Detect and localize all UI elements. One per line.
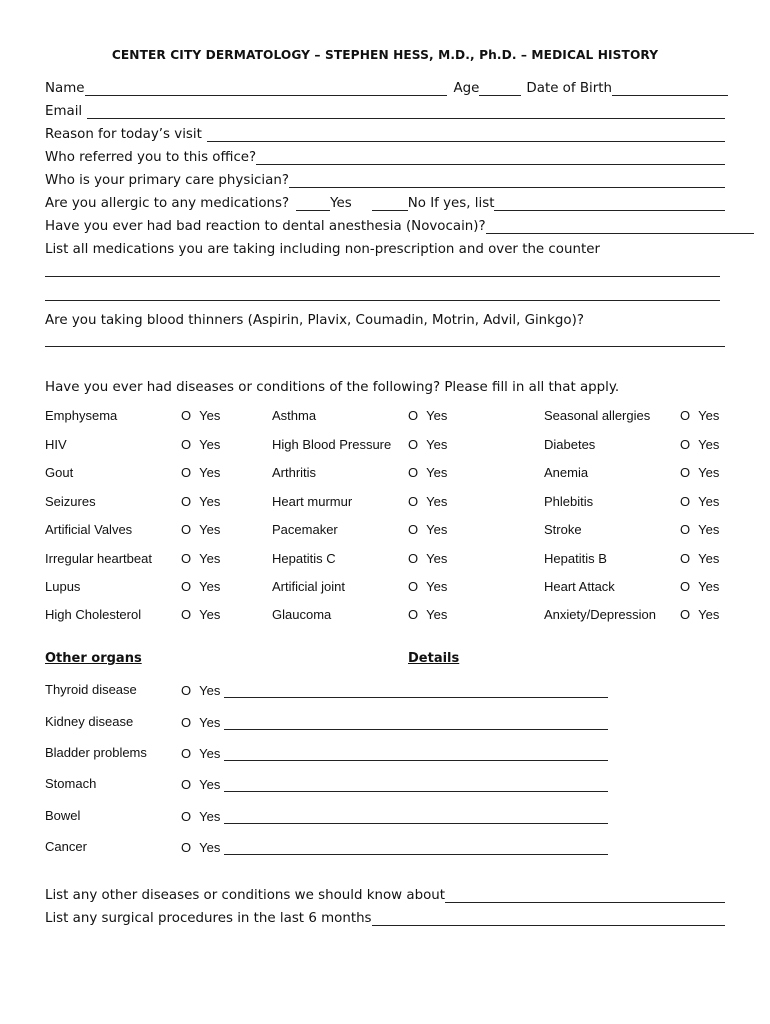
condition-label: Heart murmur <box>272 494 353 509</box>
condition-yes-option[interactable]: O Yes <box>408 551 448 566</box>
condition-yes-option[interactable]: O Yes <box>181 494 221 509</box>
condition-yes-option[interactable]: O Yes <box>680 408 720 423</box>
condition-yes-option[interactable]: O Yes <box>181 437 221 452</box>
condition-yes-option[interactable]: O Yes <box>181 408 221 423</box>
condition-yes-option[interactable]: O Yes <box>680 551 720 566</box>
medications-line-2[interactable] <box>45 300 720 301</box>
organ-label: Cancer <box>45 839 87 854</box>
reason-label: Reason for today’s visit <box>45 127 202 142</box>
medications-label: List all medications you are taking including non-prescription and over the counter <box>45 242 600 257</box>
surgical-label: List any surgical procedures in the last 6 months <box>45 911 372 926</box>
condition-yes-option[interactable]: O Yes <box>680 494 720 509</box>
allergy-list-field[interactable] <box>494 195 725 211</box>
condition-yes-option[interactable]: O Yes <box>181 607 221 622</box>
anesthesia-row <box>45 214 725 234</box>
organ-yes-row: O Yes <box>181 839 608 855</box>
name-row <box>45 76 725 96</box>
condition-label: Stroke <box>544 522 582 537</box>
email-row <box>45 99 725 119</box>
referred-label: Who referred you to this office? <box>45 150 257 165</box>
diseases-intro-row <box>45 375 725 395</box>
surgical-field[interactable] <box>372 910 725 926</box>
condition-label: Gout <box>45 465 74 480</box>
condition-label: Phlebitis <box>544 494 594 509</box>
condition-label: Lupus <box>45 579 81 594</box>
condition-yes-option[interactable]: O Yes <box>680 522 720 537</box>
anesthesia-field[interactable] <box>486 218 754 234</box>
condition-label: Anemia <box>544 465 589 480</box>
diseases-intro: Have you ever had diseases or conditions of the following? Please fill in all that apply. <box>45 380 620 395</box>
condition-yes-option[interactable]: O Yes <box>408 522 448 537</box>
allergy-no-label: No If yes, list <box>407 196 495 211</box>
condition-label: Diabetes <box>544 437 596 452</box>
organ-details-field[interactable] <box>224 779 608 792</box>
referred-row <box>45 145 725 165</box>
condition-label: Seasonal allergies <box>544 408 651 423</box>
condition-yes-option[interactable]: O Yes <box>408 465 448 480</box>
reason-field[interactable] <box>207 126 725 142</box>
organ-details-field[interactable] <box>224 811 608 824</box>
condition-label: High Blood Pressure <box>272 437 392 452</box>
organ-yes-option[interactable]: O <box>181 746 192 761</box>
condition-yes-option[interactable]: O Yes <box>680 607 720 622</box>
reason-row <box>45 122 725 142</box>
condition-yes-option[interactable]: O Yes <box>680 579 720 594</box>
dob-field[interactable] <box>612 80 728 96</box>
organ-label: Kidney disease <box>45 714 134 729</box>
organ-label: Thyroid disease <box>45 682 137 697</box>
condition-yes-option[interactable]: O Yes <box>680 465 720 480</box>
condition-label: Emphysema <box>45 408 118 423</box>
condition-yes-option[interactable]: O Yes <box>408 607 448 622</box>
organ-yes-row: O Yes <box>181 745 608 761</box>
organ-yes-option[interactable]: O <box>181 840 192 855</box>
organ-yes-option[interactable]: O <box>181 683 192 698</box>
organ-yes-row: O Yes <box>181 808 608 824</box>
other-diseases-row <box>45 883 725 903</box>
other-diseases-label: List any other diseases or conditions we should know about <box>45 888 445 903</box>
pcp-field[interactable] <box>289 172 725 188</box>
blood-thinners-label: Are you taking blood thinners (Aspirin, Plavix, Coumadin, Motrin, Advil, Ginkgo)? <box>45 313 584 328</box>
condition-label: Arthritis <box>272 465 317 480</box>
age-label: Age <box>453 81 480 96</box>
organ-yes-row: O Yes <box>181 682 608 698</box>
allergy-yes-label: Yes <box>330 196 352 211</box>
details-header: Details <box>408 651 460 666</box>
allergy-row <box>45 191 725 211</box>
email-field[interactable] <box>87 103 725 119</box>
organ-yes-row: O Yes <box>181 776 608 792</box>
condition-label: Anxiety/Depression <box>544 607 656 622</box>
condition-label: Hepatitis B <box>544 551 607 566</box>
pcp-label: Who is your primary care physician? <box>45 173 289 188</box>
condition-label: Hepatitis C <box>272 551 336 566</box>
allergy-no-blank[interactable] <box>372 195 408 211</box>
condition-yes-option[interactable]: O Yes <box>408 437 448 452</box>
age-field[interactable] <box>479 80 521 96</box>
condition-label: High Cholesterol <box>45 607 142 622</box>
condition-label: Glaucoma <box>272 607 332 622</box>
organ-yes-option[interactable]: O <box>181 777 192 792</box>
condition-yes-option[interactable]: O Yes <box>408 494 448 509</box>
organ-label: Stomach <box>45 776 97 791</box>
condition-label: Artificial joint <box>272 579 345 594</box>
form-title: CENTER CITY DERMATOLOGY – STEPHEN HESS, M.D., Ph.D. – MEDICAL HISTORY <box>111 48 659 62</box>
condition-label: HIV <box>45 437 67 452</box>
allergy-yes-blank[interactable] <box>296 195 330 211</box>
organ-details-field[interactable] <box>224 685 608 698</box>
pcp-row <box>45 168 725 188</box>
condition-label: Irregular heartbeat <box>45 551 152 566</box>
organ-details-field[interactable] <box>224 717 608 730</box>
dob-label: Date of Birth <box>526 81 612 96</box>
medications-row <box>45 237 725 257</box>
condition-yes-option[interactable]: O Yes <box>181 551 221 566</box>
condition-label: Pacemaker <box>272 522 338 537</box>
organ-yes-row: O Yes <box>181 714 608 730</box>
blood-thinners-line[interactable] <box>45 346 725 347</box>
other-diseases-field[interactable] <box>445 887 725 903</box>
medications-line-1[interactable] <box>45 276 720 277</box>
condition-yes-option[interactable]: O Yes <box>408 408 448 423</box>
condition-label: Seizures <box>45 494 96 509</box>
condition-yes-option[interactable]: O Yes <box>408 579 448 594</box>
condition-yes-option[interactable]: O Yes <box>680 437 720 452</box>
name-label: Name <box>45 81 85 96</box>
allergy-label: Are you allergic to any medications? <box>45 196 290 211</box>
anesthesia-label: Have you ever had bad reaction to dental anesthesia (Novocain)? <box>45 219 486 234</box>
name-field[interactable] <box>85 80 447 96</box>
condition-yes-option[interactable]: O Yes <box>181 579 221 594</box>
condition-label: Asthma <box>272 408 317 423</box>
organ-yes-option[interactable]: O <box>181 715 192 730</box>
condition-yes-option[interactable]: O Yes <box>181 465 221 480</box>
blood-thinners-row <box>45 308 725 328</box>
organ-label: Bladder problems <box>45 745 147 760</box>
condition-yes-option[interactable]: O Yes <box>181 522 221 537</box>
condition-label: Heart Attack <box>544 579 615 594</box>
organ-yes-option[interactable]: O <box>181 809 192 824</box>
email-label: Email <box>45 104 83 119</box>
condition-label: Artificial Valves <box>45 522 133 537</box>
other-organs-header: Other organs <box>45 651 142 666</box>
referred-field[interactable] <box>256 149 725 165</box>
organ-label: Bowel <box>45 808 81 823</box>
organ-details-field[interactable] <box>224 842 608 855</box>
organ-details-field[interactable] <box>224 748 608 761</box>
surgical-row <box>45 906 725 926</box>
